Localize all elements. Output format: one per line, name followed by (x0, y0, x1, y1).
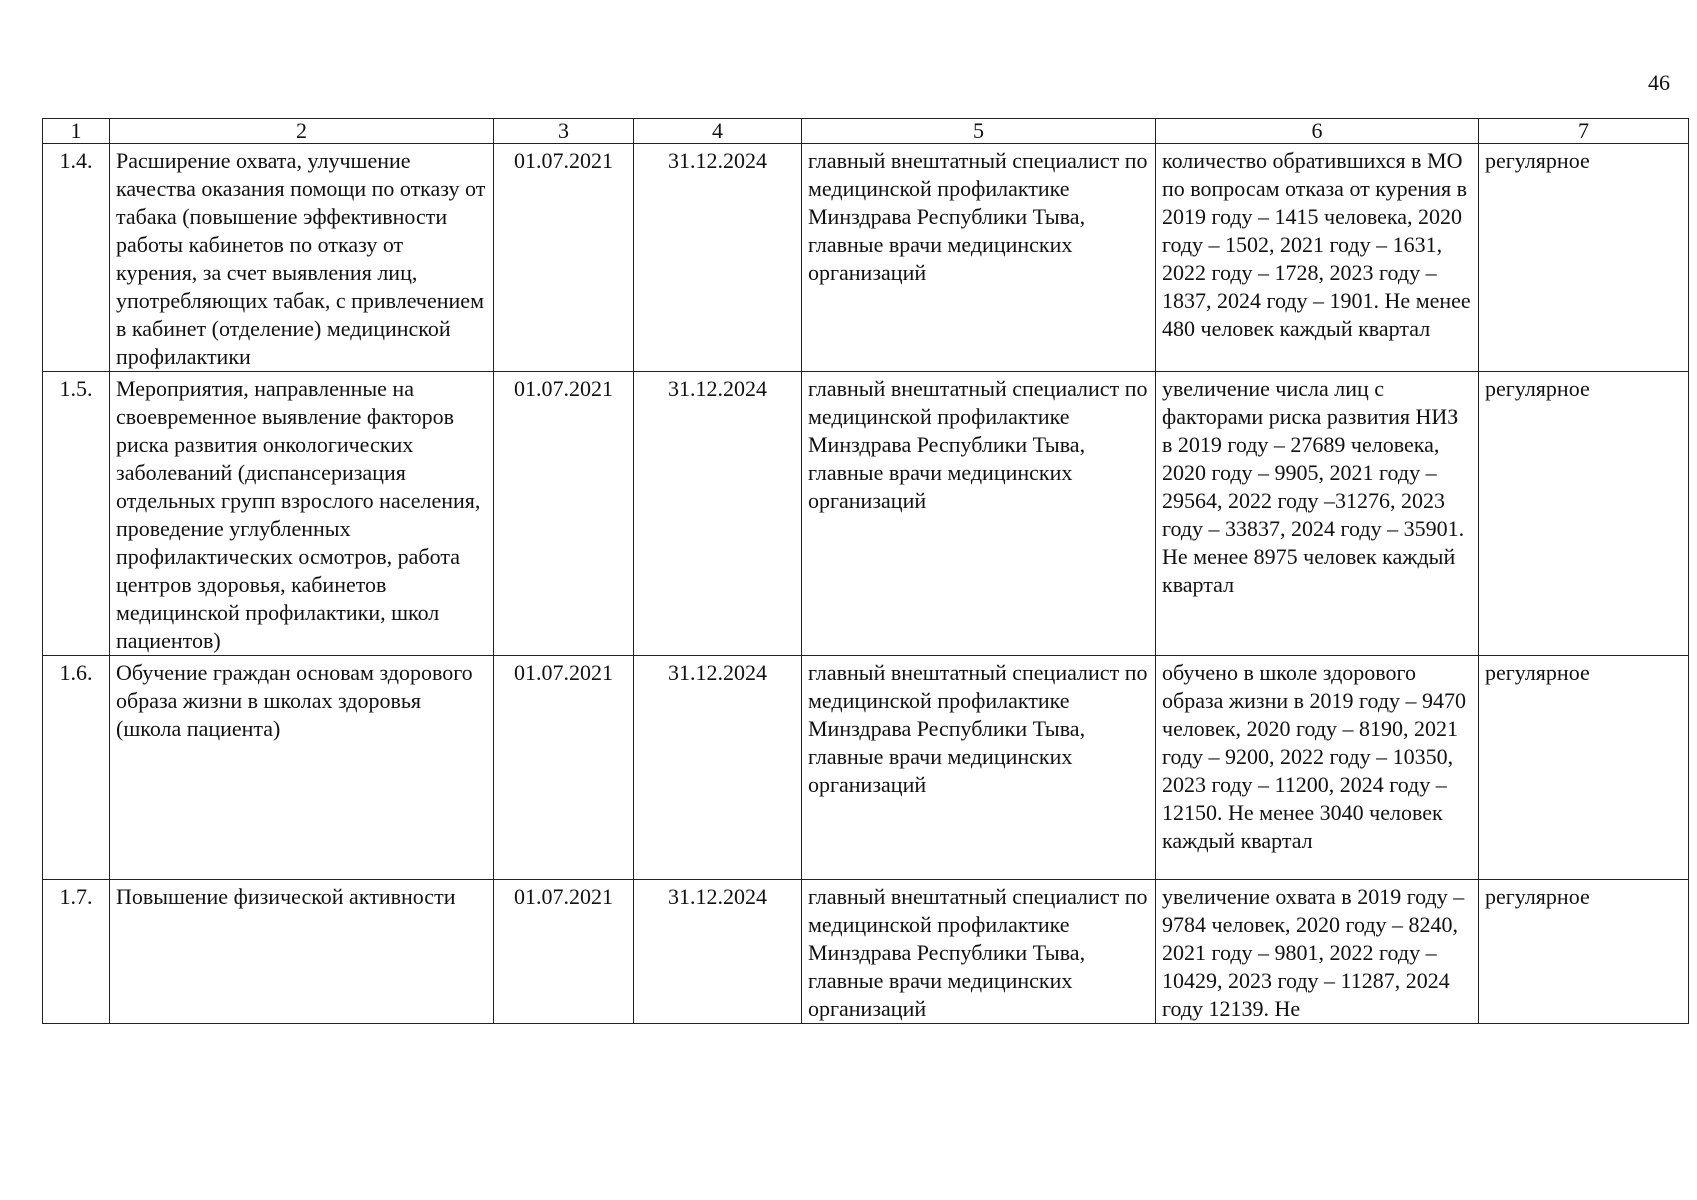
result-cell: количество обратившихся в МО по вопросам отказа от курения в 2019 году – 1415 человека, 2020 году – 1502, 2021 году – 1631, 2022 году – 1728, 2023 году – 1837, 2024 году – 1901. Не менее 480 человек каждый квартал (1156, 144, 1479, 372)
column-header-5: 5 (802, 119, 1156, 144)
end-date-cell: 31.12.2024 (634, 372, 802, 656)
frequency-cell: регулярное (1479, 880, 1689, 1024)
start-date-cell: 01.07.2021 (494, 656, 634, 880)
column-header-2: 2 (110, 119, 494, 144)
result-cell: обучено в школе здорового образа жизни в 2019 году – 9470 человек, 2020 году – 8190, 2021 году – 9200, 2022 году – 10350, 2023 году – 11200, 2024 году – 12150. Не менее 3040 человек каждый квартал (1156, 656, 1479, 880)
row-number: 1.6. (43, 656, 110, 880)
header-row (43, 119, 1689, 144)
column-header-6: 6 (1156, 119, 1479, 144)
responsible-cell: главный внештатный специалист по медицинской профилактике Минздрава Республики Тыва, главные врачи медицинских организаций (802, 144, 1156, 372)
result-cell: увеличение числа лиц с факторами риска развития НИЗ в 2019 году – 27689 человека, 2020 году – 9905, 2021 году – 29564, 2022 году –31276, 2023 году – 33837, 2024 году – 35901. Не менее 8975 человек каждый квартал (1156, 372, 1479, 656)
table-row (43, 144, 1689, 372)
start-date-cell: 01.07.2021 (494, 144, 634, 372)
frequency-cell: регулярное (1479, 372, 1689, 656)
frequency-cell: регулярное (1479, 144, 1689, 372)
end-date-cell: 31.12.2024 (634, 144, 802, 372)
responsible-cell: главный внештатный специалист по медицинской профилактике Минздрава Республики Тыва, главные врачи медицинских организаций (802, 656, 1156, 880)
column-header-7: 7 (1479, 119, 1689, 144)
measure-cell: Обучение граждан основам здорового образа жизни в школах здоровья (школа пациента) (110, 656, 494, 880)
table-row (43, 372, 1689, 656)
measure-cell: Расширение охвата, улучшение качества оказания помощи по отказу от табака (повышение эффективности работы кабинетов по отказу от курения, за счет выявления лиц, употребляющих табак, с привлечением в кабинет (отделение) медицинской профилактики (110, 144, 494, 372)
column-header-3: 3 (494, 119, 634, 144)
action-plan-table (42, 118, 1689, 1024)
row-number: 1.4. (43, 144, 110, 372)
page-number: 46 (1648, 70, 1670, 95)
start-date-cell: 01.07.2021 (494, 880, 634, 1024)
row-number: 1.7. (43, 880, 110, 1024)
measure-cell: Повышение физической активности (110, 880, 494, 1024)
table-row (43, 880, 1689, 1024)
frequency-cell: регулярное (1479, 656, 1689, 880)
row-number: 1.5. (43, 372, 110, 656)
start-date-cell: 01.07.2021 (494, 372, 634, 656)
measure-cell: Мероприятия, направленные на своевременное выявление факторов риска развития онкологических заболеваний (диспансеризация отдельных групп взрослого населения, проведение углубленных профилактических осмотров, работа центров здоровья, кабинетов медицинской профилактики, школ пациентов) (110, 372, 494, 656)
responsible-cell: главный внештатный специалист по медицинской профилактике Минздрава Республики Тыва, главные врачи медицинских организаций (802, 372, 1156, 656)
result-cell: увеличение охвата в 2019 году – 9784 человек, 2020 году – 8240, 2021 году – 9801, 2022 году – 10429, 2023 году – 11287, 2024 году 12139. Не (1156, 880, 1479, 1024)
column-header-4: 4 (634, 119, 802, 144)
end-date-cell: 31.12.2024 (634, 656, 802, 880)
table-row (43, 656, 1689, 880)
end-date-cell: 31.12.2024 (634, 880, 802, 1024)
column-header-1: 1 (43, 119, 110, 144)
responsible-cell: главный внештатный специалист по медицинской профилактике Минздрава Республики Тыва, главные врачи медицинских организаций (802, 880, 1156, 1024)
